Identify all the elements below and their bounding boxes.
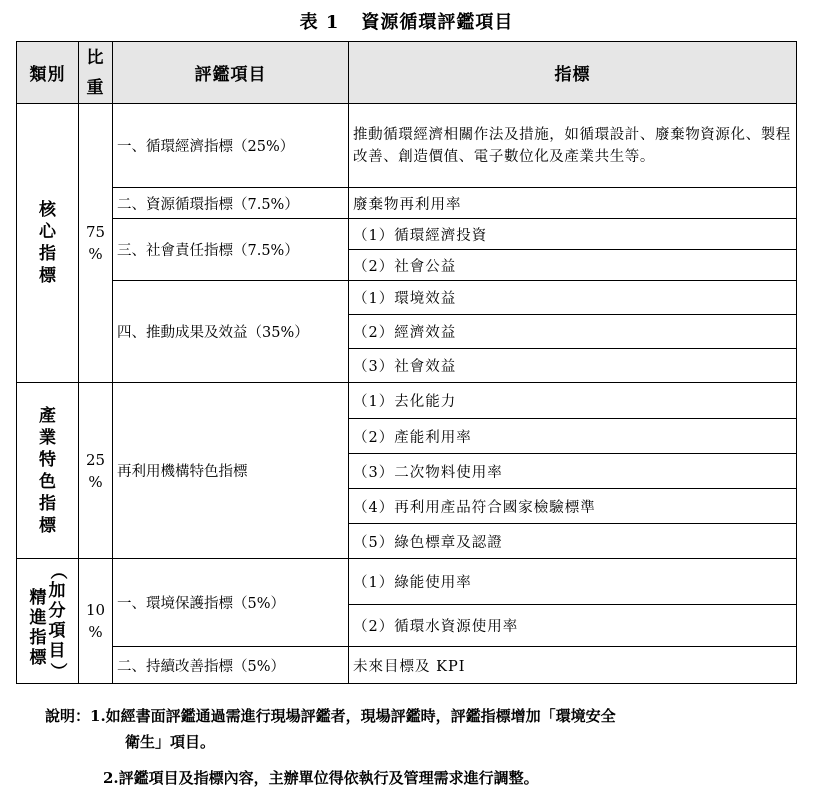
category-advanced: 精 進 指 標 （ 加 分 項 目 ） — [17, 559, 79, 684]
item-reuse-org: 再利用機構特色指標 — [113, 383, 349, 559]
item-continuous-improvement: 二、持續改善指標（5%） — [113, 647, 349, 684]
header-indicator: 指標 — [349, 42, 797, 104]
indicator-circular-economy: 推動循環經濟相關作法及措施，如循環設計、廢棄物資源化、製程改善、創造價值、電子數位化及產業共生等。 — [349, 104, 797, 188]
evaluation-table — [16, 41, 797, 684]
indicator-capacity: （2）產能利用率 — [349, 419, 797, 454]
header-category: 類別 — [17, 42, 79, 104]
item-resource-cycle: 二、資源循環指標（7.5%） — [113, 188, 349, 219]
table-title-text: 資源循環評鑑項目 — [361, 12, 514, 33]
table-row — [17, 281, 797, 315]
table-row — [17, 104, 797, 188]
indicator-green-energy: （1）綠能使用率 — [349, 559, 797, 605]
indicator-social-benefit: （3）社會效益 — [349, 349, 797, 383]
table-row — [17, 647, 797, 684]
indicator-future-kpi: 未來目標及 KPI — [349, 647, 797, 684]
indicator-water-cycle: （2）循環水資源使用率 — [349, 605, 797, 647]
category-industry: 產 業 特 色 指 標 — [17, 383, 79, 559]
table-title — [0, 8, 813, 34]
item-circular-economy: 一、循環經濟指標（25%） — [113, 104, 349, 188]
notes-label: 說明： — [45, 707, 91, 725]
indicator-reuse-rate: 廢棄物再利用率 — [349, 188, 797, 219]
table-row — [17, 383, 797, 419]
note-1-line-2: 衛生」項目。 — [125, 733, 216, 751]
table-row — [17, 219, 797, 250]
item-results-benefits: 四、推動成果及效益（35%） — [113, 281, 349, 383]
header-weight: 比 重 — [79, 42, 113, 104]
weight-advanced: 10 % — [79, 559, 113, 684]
notes — [45, 703, 805, 791]
note-2: 2.評鑑項目及指標內容，主辦單位得依執行及管理需求進行調整。 — [103, 769, 539, 787]
table-row — [17, 188, 797, 219]
indicator-ce-investment: （1）循環經濟投資 — [349, 219, 797, 250]
item-social-responsibility: 三、社會責任指標（7.5%） — [113, 219, 349, 281]
table-row — [17, 559, 797, 605]
indicator-econ-benefit: （2）經濟效益 — [349, 315, 797, 349]
indicator-secondary-material: （3）二次物料使用率 — [349, 454, 797, 489]
weight-industry: 25 % — [79, 383, 113, 559]
indicator-env-benefit: （1）環境效益 — [349, 281, 797, 315]
note-1-line-1: 1.如經書面評鑑通過需進行現場評鑑者，現場評鑑時，評鑑指標增加「環境安全 — [90, 707, 616, 725]
header-item: 評鑑項目 — [113, 42, 349, 104]
table-number: 表 1 — [299, 12, 340, 33]
indicator-public-welfare: （2）社會公益 — [349, 250, 797, 281]
indicator-disposal: （1）去化能力 — [349, 383, 797, 419]
item-env-protection: 一、環境保護指標（5%） — [113, 559, 349, 647]
weight-core: 75 % — [79, 104, 113, 383]
category-core: 核 心 指 標 — [17, 104, 79, 383]
indicator-green-label: （5）綠色標章及認證 — [349, 524, 797, 559]
header-row — [17, 42, 797, 104]
indicator-national-standard: （4）再利用產品符合國家檢驗標準 — [349, 489, 797, 524]
